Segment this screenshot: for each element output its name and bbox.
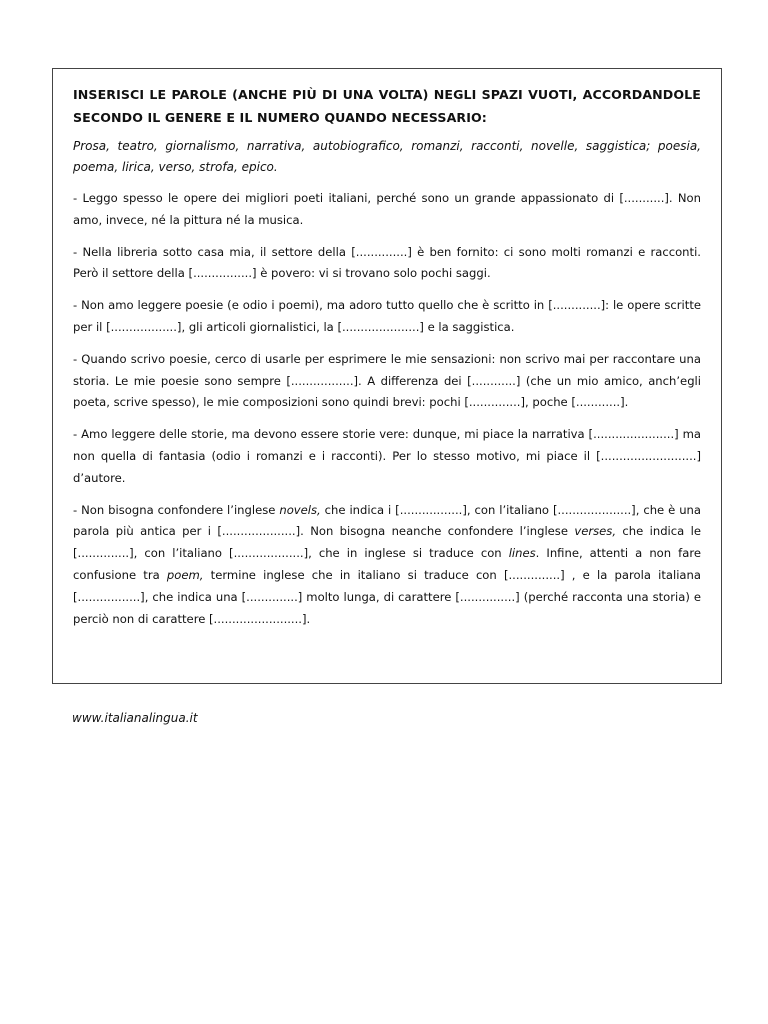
paragraph-6-text-c: che indica le [..............], con l’italiano [...................], che in inglese si traduce con bbox=[73, 524, 701, 561]
paragraph-3: - Non amo leggere poesie (e odio i poemi), ma adoro tutto quello che è scritto in [.............]: le opere scritte per il [..................], gli articoli giornalistici, la [.....................] e la saggistica. bbox=[73, 298, 701, 334]
word-list: Prosa, teatro, giornalismo, narrativa, autobiografico, romanzi, racconti, novelle, saggistica; poesia, poema, lirica, verso, strofa, epico. bbox=[73, 139, 701, 174]
exercise-title: INSERISCI LE PAROLE (ANCHE PIÙ DI UNA VOLTA) NEGLI SPAZI VUOTI, ACCORDANDOLE SECONDO IL GENERE E IL NUMERO QUANDO NECESSARIO: bbox=[73, 87, 701, 125]
paragraph-5: - Amo leggere delle storie, ma devono essere storie vere: dunque, mi piace la narrativa [......................] ma non quella di fantasia (odio i romanzi e i racconti). Per lo stesso motivo, mi piace il [..........................] d’autore. bbox=[73, 427, 701, 485]
paragraph-6-text-a: - Non bisogna confondere l’inglese bbox=[73, 502, 280, 517]
paragraph-6-text-d: . Infine, attenti a non fare confusione tra bbox=[73, 546, 701, 582]
paragraph-6 bbox=[73, 500, 701, 631]
footer-url[interactable]: www.italianalingua.it bbox=[72, 711, 198, 725]
paragraph-6-text-b: che indica i [.................], con l’italiano [....................], che è una parola più antica per i [....................]. Non bisogna neanche confondere l’inglese bbox=[73, 502, 701, 539]
paragraph-1: - Leggo spesso le opere dei migliori poeti italiani, perché sono un grande appassionato di [...........]. Non amo, invece, né la pittura né la musica. bbox=[73, 191, 701, 227]
paragraph-4: - Quando scrivo poesie, cerco di usarle per esprimere le mie sensazioni: non scrivo mai per raccontare una storia. Le mie poesie sono sempre [.................]. A differenza dei [............] (che un mio amico, anch’egli poeta, scrive spesso), le mie composizioni sono quindi brevi: pochi [..............], poche [............]. bbox=[73, 351, 701, 410]
word-novels: novels, bbox=[279, 502, 321, 517]
word-lines: lines bbox=[508, 546, 536, 561]
paragraph-2: - Nella libreria sotto casa mia, il settore della [..............] è ben fornito: ci sono molti romanzi e racconti. Però il settore della [................] è povero: vi si trovano solo pochi saggi. bbox=[73, 244, 701, 281]
word-poem: poem, bbox=[166, 567, 204, 582]
paragraph-6-text-e: termine inglese che in italiano si traduce con [..............] , e la parola italiana [.................], che indica una [..............] molto lunga, di carattere [...............] (perché racconta una storia) e perciò non di carattere [........................]. bbox=[73, 567, 701, 626]
exercise-box bbox=[52, 68, 722, 684]
word-verses: verses, bbox=[574, 524, 617, 539]
